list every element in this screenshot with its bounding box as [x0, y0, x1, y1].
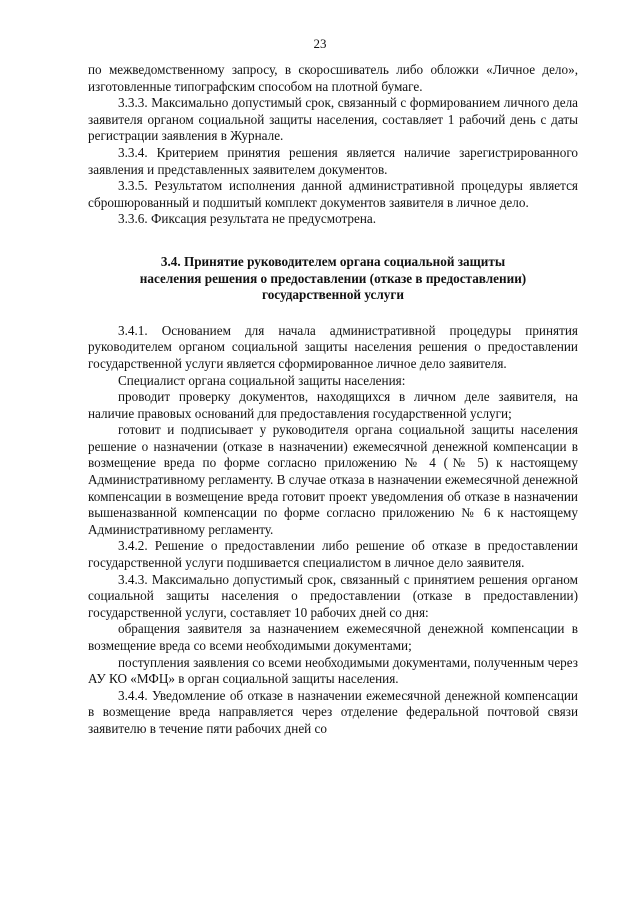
paragraph: Специалист органа социальной защиты населения: [118, 372, 406, 388]
paragraph: готовит и подписывает у руководителя органа социальной защиты населения решение о назначении (отказе в назначении) ежемесячной денежной компенсации в возмещение вреда по форме согласно приложению № 4 (№ 5) к настоящему Административному регламенту. В случае отказа в назначении ежемесячной денежной компенсации в возмещение вреда готовит проект уведомления об отказе в назначении вышеназванной компенсации по форме согласно приложению № 6 к настоящему Административному регламенту. [88, 422, 579, 537]
paragraph: 3.3.4. Критерием принятия решения является наличие зарегистрированного заявления и представленных заявителем документов. [88, 144, 578, 177]
section-heading [88, 254, 578, 304]
paragraph: поступления заявления со всеми необходимыми документами, полученным через АУ КО «МФЦ» в орган социальной защиты населения. [88, 654, 578, 687]
paragraph: обращения заявителя за назначением ежемесячной денежной компенсации в возмещение вреда со всеми необходимыми документами; [88, 621, 578, 653]
section-heading-line: 3.4. Принятие руководителем органа социальной защиты [160, 253, 506, 269]
paragraph: 3.3.6. Фиксация результата не предусмотрена. [118, 211, 377, 227]
section-heading-line: государственной услуги [262, 287, 404, 303]
paragraph: 3.4.3. Максимально допустимый срок, связанный с принятием решения органом социальной защиты населения о предоставлении (отказе в предоставлении) государственной услуги, составляет 10 рабочих дней со дня: [88, 571, 578, 620]
page-number: 23 [313, 36, 327, 51]
paragraph: 3.4.2. Решение о предоставлении либо решение об отказе в предоставлении государственной услуги подшивается специалистом в личное дело заявителя. [88, 538, 578, 571]
paragraph: 3.4.1. Основанием для начала административной процедуры принятия руководителем органом социальной защиты населения решения о предоставлении государственной услуги является сформированное личное дело заявителя. [88, 322, 578, 371]
section-heading-line: населения решения о предоставлении (отказе в предоставлении) [139, 270, 527, 286]
paragraph: 3.3.5. Результатом исполнения данной административной процедуры является сброшюрованный и подшитый комплект документов заявителя в личное дело. [88, 178, 578, 210]
paragraph: 3.4.4. Уведомление об отказе в назначении ежемесячной денежной компенсации в возмещение вреда направляется через отделение федеральной почтовой связи заявителю в течение пяти рабочих дней со [88, 687, 578, 736]
paragraph: по межведомственному запросу, в скоросшиватель либо обложки «Личное дело», изготовленные типографским способом на плотной бумаге. [88, 62, 578, 94]
document-body [88, 62, 578, 738]
paragraph: проводит проверку документов, находящихся в личном деле заявителя, на наличие правовых оснований для предоставления государственной услуги; [88, 389, 578, 421]
paragraph: 3.3.3. Максимально допустимый срок, связанный с формированием личного дела заявителя органом социальной защиты населения, составляет 1 рабочий день с даты регистрации заявления в Журнале. [88, 95, 578, 144]
